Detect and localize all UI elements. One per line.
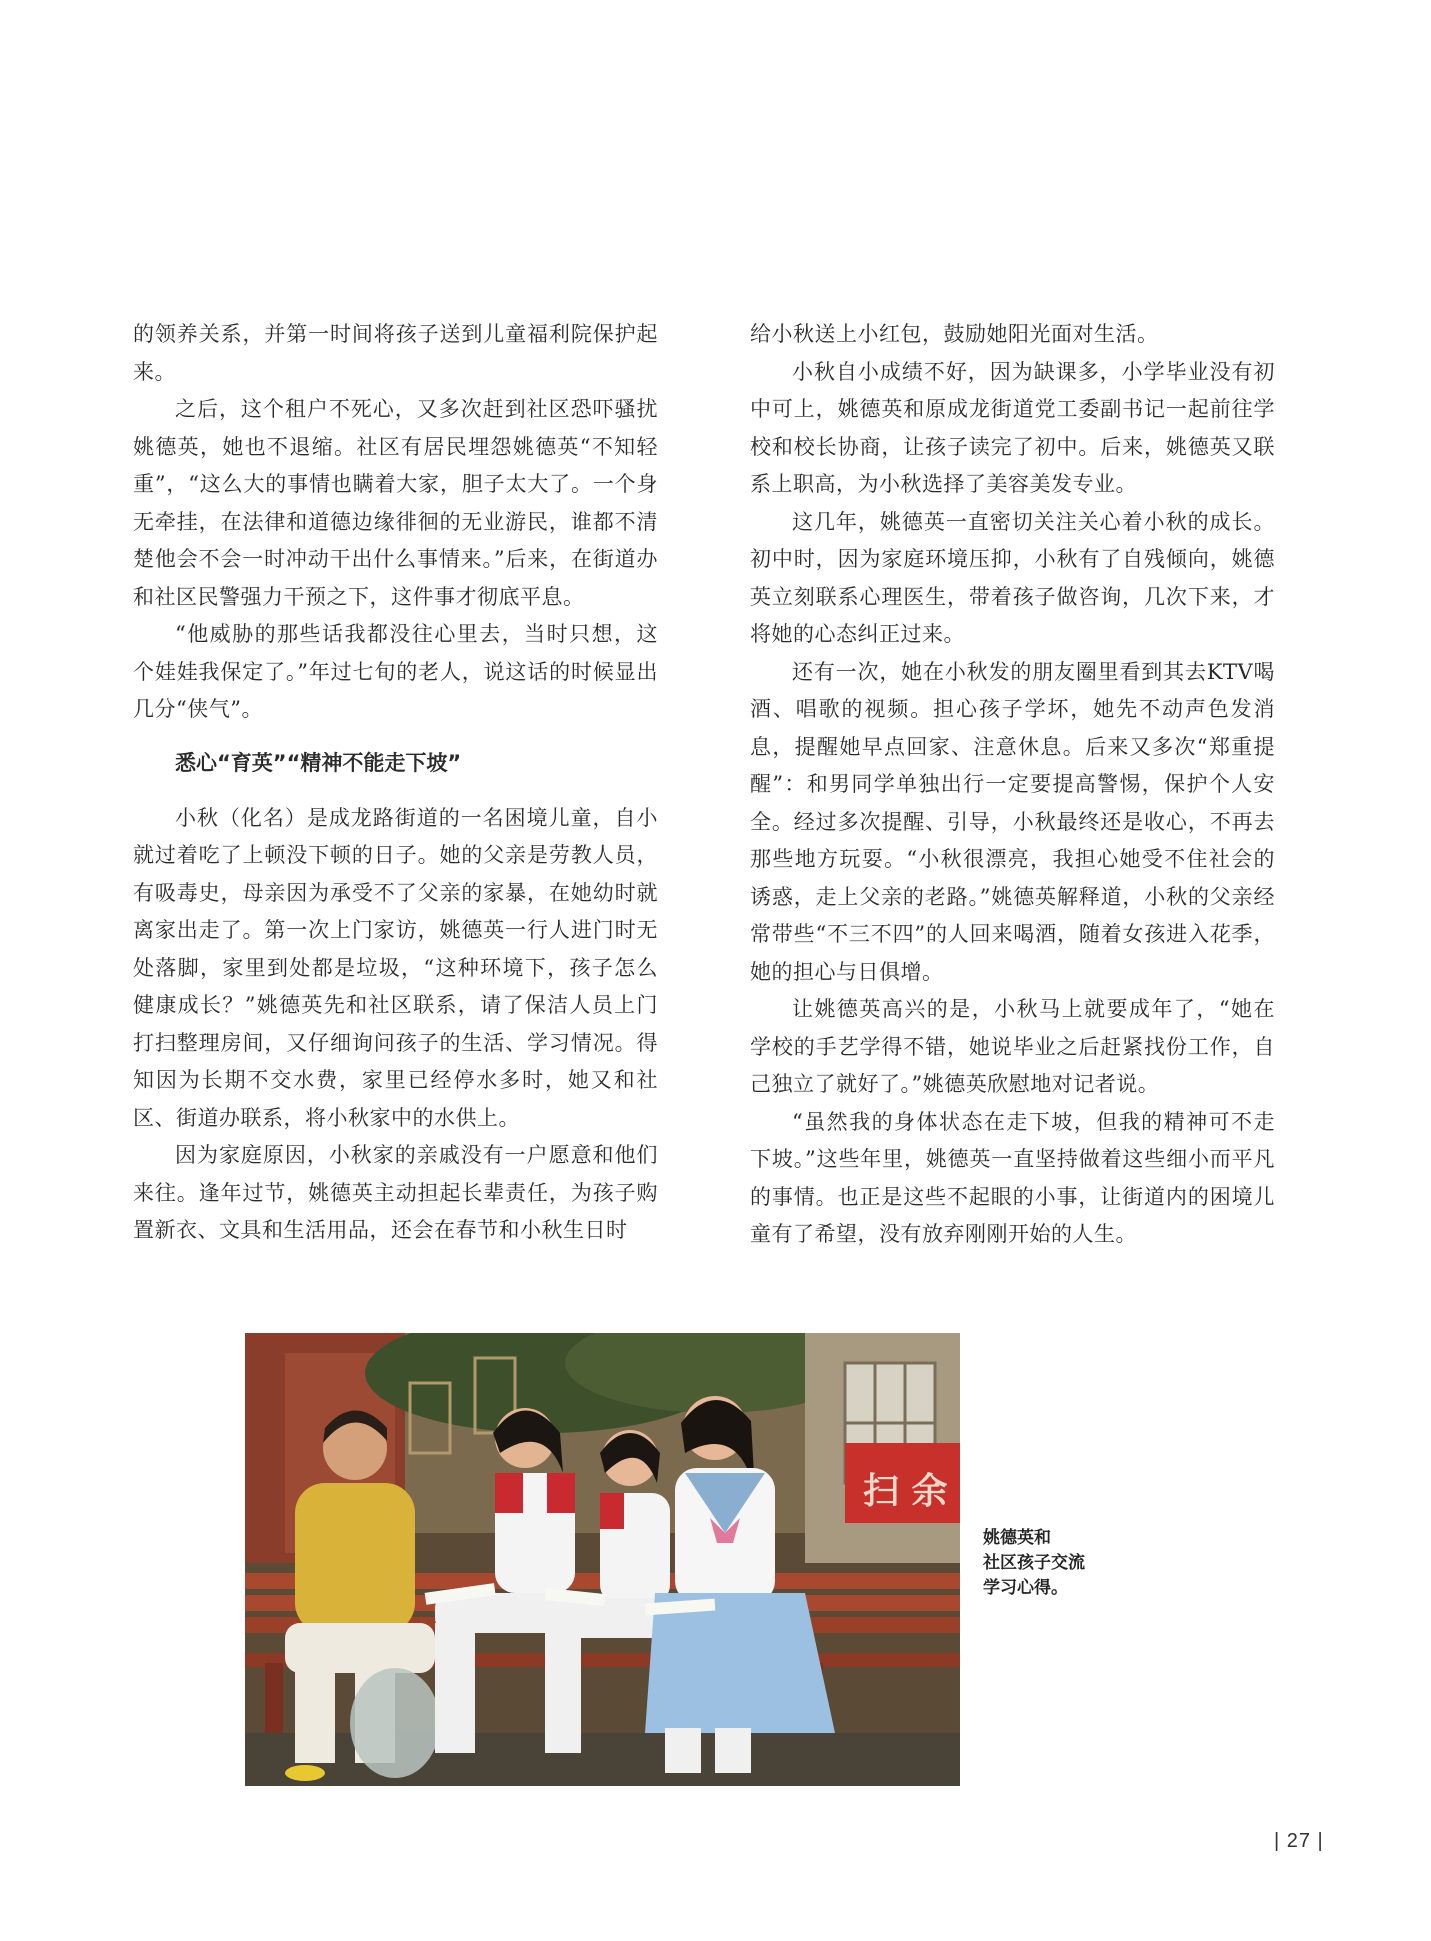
right-column bbox=[750, 316, 1275, 1254]
page-number: | 27 | bbox=[1274, 1830, 1324, 1852]
paragraph: 之后，这个租户不死心，又多次赶到社区恐吓骚扰姚德英，她也不退缩。社区有居民埋怨姚德英“不知轻重”，“这么大的事情也瞒着大家，胆子太大了。一个身无牵挂，在法律和道德边缘徘徊的无业游民，谁都不清楚他会不会一时冲动干出什么事情来。”后来，在街道办和社区民警强力干预之下，这件事才彻底平息。 bbox=[133, 397, 658, 609]
caption-line: 学习心得。 bbox=[983, 1578, 1068, 1598]
left-column bbox=[133, 316, 658, 1250]
paragraph: 小秋（化名）是成龙路街道的一名困境儿童，自小就过着吃了上顿没下顿的日子。她的父亲是劳教人员，有吸毒史，母亲因为承受不了父亲的家暴，在她幼时就离家出走了。第一次上门家访，姚德英一行人进门时无处落脚，家里到处都是垃圾，“这种环境下，孩子怎么健康成长？”姚德英先和社区联系，请了保洁人员上门打扫整理房间，又仔细询问孩子的生活、学习情况。得知因为长期不交水费，家里已经停水多时，她又和社区、街道办联系，将小秋家中的水供上。 bbox=[133, 805, 658, 1130]
paragraph: 让姚德英高兴的是，小秋马上就要成年了，“她在学校的手艺学得不错，她说毕业之后赶紧找份工作，自己独立了就好了。”姚德英欣慰地对记者说。 bbox=[750, 997, 1275, 1096]
article-photo bbox=[245, 1333, 960, 1786]
paragraph: 的领养关系，并第一时间将孩子送到儿童福利院保护起来。 bbox=[133, 322, 658, 384]
paragraph: “他威胁的那些话我都没往心里去，当时只想，这个娃娃我保定了。”年过七旬的老人，说这话的时候显出几分“侠气”。 bbox=[133, 622, 658, 721]
photo-caption bbox=[983, 1526, 1123, 1601]
paragraph: 给小秋送上小红包，鼓励她阳光面对生活。 bbox=[750, 322, 1159, 346]
paragraph: 这几年，姚德英一直密切关注关心着小秋的成长。初中时，因为家庭环境压抑，小秋有了自残倾向，姚德英立刻联系心理医生，带着孩子做咨询，几次下来，才将她的心态纠正过来。 bbox=[750, 509, 1275, 646]
paragraph: 因为家庭原因，小秋家的亲戚没有一户愿意和他们来往。逢年过节，姚德英主动担起长辈责任，为孩子购置新衣、文具和生活用品，还会在春节和小秋生日时 bbox=[133, 1143, 658, 1242]
banner-text: 扫 余 bbox=[863, 1471, 948, 1512]
section-heading: 悉心“育英”“精神不能走下坡” bbox=[175, 750, 462, 775]
caption-line: 姚德英和 bbox=[983, 1528, 1051, 1548]
paragraph: 还有一次，她在小秋发的朋友圈里看到其去KTV喝酒、唱歌的视频。担心孩子学坏，她先不动声色发消息，提醒她早点回家、注意休息。后来又多次“郑重提醒”：和男同学单独出行一定要提高警惕，保护个人安全。经过多次提醒、引导，小秋最终还是收心，不再去那些地方玩耍。“小秋很漂亮，我担心她受不住社会的诱惑，走上父亲的老路。”姚德英解释道，小秋的父亲经常带些“不三不四”的人回来喝酒，随着女孩进入花季，她的担心与日俱增。 bbox=[750, 659, 1275, 984]
caption-line: 社区孩子交流 bbox=[983, 1553, 1085, 1573]
paragraph: 小秋自小成绩不好，因为缺课多，小学毕业没有初中可上，姚德英和原成龙街道党工委副书记一起前往学校和校长协商，让孩子读完了初中。后来，姚德英又联系上职高，为小秋选择了美容美发专业。 bbox=[750, 359, 1275, 496]
paragraph: “虽然我的身体状态在走下坡，但我的精神可不走下坡。”这些年里，姚德英一直坚持做着这些细小而平凡的事情。也正是这些不起眼的小事，让街道内的困境儿童有了希望，没有放弃刚刚开始的人生。 bbox=[750, 1109, 1275, 1246]
